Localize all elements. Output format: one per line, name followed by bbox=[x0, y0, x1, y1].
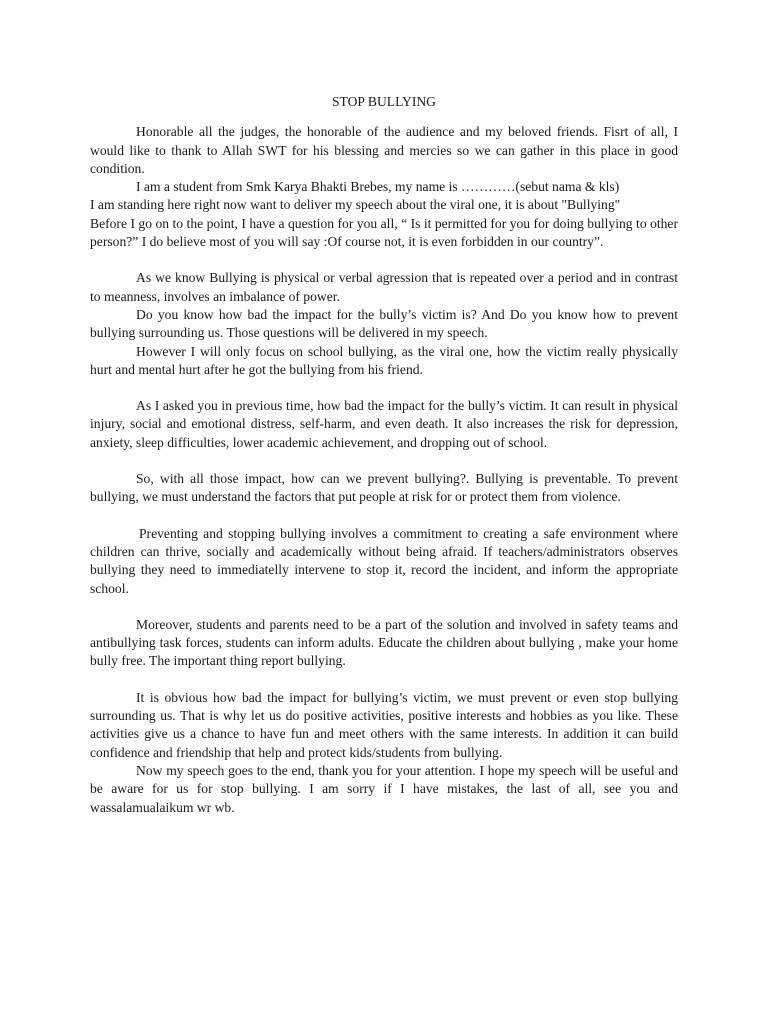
paragraph-safe-environment: Preventing and stopping bullying involves a commitment to creating a safe environment where children can thrive, socially and academically without being afraid. If teachers/administrators observes bullying they need to immediatelly intervene to stop it, record the incident, and inform the appropriate school. bbox=[90, 525, 678, 596]
paragraph-introduction: I am a student from Smk Karya Bhakti Brebes, my name is …………(sebut nama & kls) bbox=[136, 179, 620, 195]
speech-text-body bbox=[90, 93, 678, 817]
paragraph-questions-preview: Do you know how bad the impact for the bully’s victim is? And Do you know how to prevent bullying surrounding us. Those questions will be delivered in my speech. bbox=[90, 306, 678, 341]
paragraph-students-parents: Moreover, students and parents need to be a part of the solution and involved in safety teams and antibullying task forces, students can inform adults. Educate the children about bullying , make your home bully free. The important thing report bullying. bbox=[90, 616, 678, 669]
paragraph-topic: I am standing here right now want to deliver my speech about the viral one, it is about "Bullying" bbox=[90, 197, 621, 213]
paragraph-focus: However I will only focus on school bullying, as the viral one, how the victim really physically hurt and mental hurt after he got the bullying from his friend. bbox=[90, 343, 678, 377]
document-title: STOP BULLYING bbox=[332, 94, 436, 109]
paragraph-question: Before I go on to the point, I have a question for you all, “ Is it permitted for you for doing bullying to other person?” I do believe most of you will say :Of course not, it is even forbidden in our country”. bbox=[90, 215, 678, 250]
paragraph-positive-activities: It is obvious how bad the impact for bullying’s victim, we must prevent or even stop bullying surrounding us. That is why let us do positive activities, positive interests and hobbies as you like. These activities give us a chance to have fun and meet others with the same interests. In addition it can build confidence and friendship that help and protect kids/students from bullying. bbox=[90, 689, 678, 760]
paragraph-definition: As we know Bullying is physical or verbal agression that is repeated over a period and in contrast to meanness, involves an imbalance of power. bbox=[90, 270, 678, 304]
paragraph-greeting: Honorable all the judges, the honorable of the audience and my beloved friends. Fisrt of all, I would like to thank to Allah SWT for his blessing and mercies so we can gather in this place in good condition. bbox=[90, 124, 678, 176]
paragraph-prevention: So, with all those impact, how can we prevent bullying?. Bullying is preventable. To prevent bullying, we must understand the factors that put people at risk for or protect them from violence. bbox=[90, 471, 678, 505]
paragraph-closing: Now my speech goes to the end, thank you for your attention. I hope my speech will be useful and be aware for us for stop bullying. I am sorry if I have mistakes, the last of all, see you and wassalamualaikum wr wb. bbox=[90, 762, 678, 815]
paragraph-impact: As I asked you in previous time, how bad the impact for the bully’s victim. It can result in physical injury, social and emotional distress, self-harm, and even death. It also increases the risk for depression, anxiety, sleep difficulties, lower academic achievement, and dropping out of school. bbox=[90, 398, 678, 450]
